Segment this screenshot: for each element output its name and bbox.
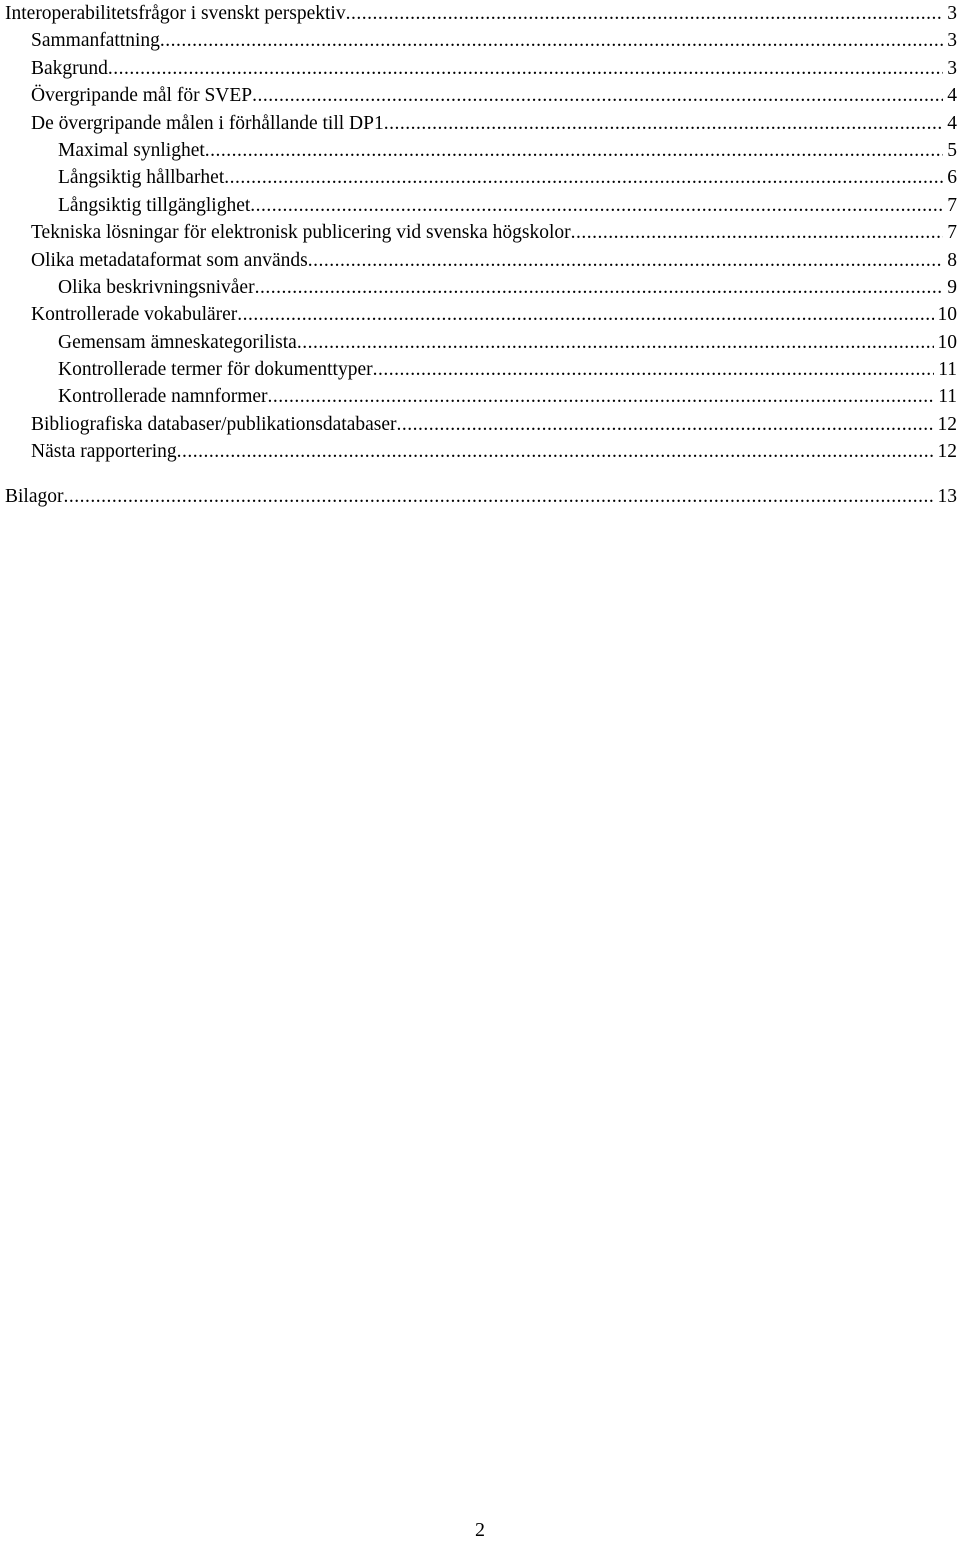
toc-entry-title: Maximal synlighet [58, 139, 205, 161]
toc-entry[interactable] [5, 329, 960, 356]
toc-entry-title: Gemensam ämneskategorilista [58, 331, 297, 353]
toc-entry[interactable] [5, 219, 960, 246]
toc-entry-title: Nästa rapportering [31, 441, 177, 463]
toc-entry-title: Kontrollerade namnformer [58, 386, 268, 408]
toc-entry-page: 10 [937, 331, 957, 353]
toc-entry-page: 11 [938, 359, 957, 381]
toc-dot-leader [205, 137, 943, 164]
toc-entry-page: 7 [947, 222, 957, 244]
toc-entry[interactable] [5, 411, 960, 438]
toc-entry[interactable] [5, 137, 960, 164]
toc-entry[interactable] [5, 192, 960, 219]
toc-dot-leader [250, 192, 943, 219]
toc-entry-page: 7 [947, 194, 957, 216]
toc-entry-page: 4 [947, 112, 957, 134]
toc-entry[interactable] [5, 82, 960, 109]
toc-dot-leader [177, 438, 934, 465]
toc-dot-leader [160, 27, 943, 54]
toc-dot-leader [255, 274, 944, 301]
toc-dot-leader [397, 411, 934, 438]
toc-dot-leader [346, 0, 944, 27]
toc-entry-title: Olika beskrivningsnivåer [58, 276, 255, 298]
table-of-contents [5, 0, 960, 510]
toc-entry-title: Sammanfattning [31, 30, 160, 52]
toc-entry-title: Långsiktig tillgänglighet [58, 194, 251, 216]
toc-entry-title: Bibliografiska databaser/publikationsdatabaser [31, 413, 397, 435]
toc-entry[interactable] [5, 383, 960, 410]
toc-entry-title: Långsiktig hållbarhet [58, 167, 225, 189]
toc-entry-page: 4 [947, 85, 957, 107]
toc-entry-page: 3 [947, 3, 957, 24]
toc-dot-leader [268, 383, 935, 410]
toc-dot-leader [308, 247, 944, 274]
toc-entry-page: 3 [947, 30, 957, 52]
toc-entry-title: Olika metadataformat som används [31, 249, 308, 271]
toc-entry[interactable] [5, 164, 960, 191]
toc-entry-page: 6 [947, 167, 957, 189]
toc-dot-leader [384, 110, 944, 137]
toc-entry-page: 12 [937, 413, 957, 435]
toc-entry-title: Kontrollerade vokabulärer [31, 304, 238, 326]
toc-entry[interactable] [5, 0, 960, 27]
toc-entry-page: 3 [947, 57, 957, 79]
toc-entry-page: 13 [937, 485, 957, 507]
toc-entry-page: 12 [937, 441, 957, 463]
toc-entry-page: 5 [947, 139, 957, 161]
toc-entry-title: Interoperabilitetsfrågor i svenskt perspektiv [5, 3, 346, 24]
toc-dot-leader [237, 301, 933, 328]
toc-dot-leader [252, 82, 943, 109]
toc-dot-leader [224, 164, 943, 191]
toc-entry[interactable] [5, 356, 960, 383]
toc-entry[interactable] [5, 274, 960, 301]
toc-entry[interactable] [5, 483, 960, 510]
toc-entry-page: 11 [938, 386, 957, 408]
toc-entry[interactable] [5, 55, 960, 82]
toc-entry-title: Övergripande mål för SVEP [31, 85, 253, 107]
toc-entry[interactable] [5, 110, 960, 137]
toc-dot-leader [108, 55, 943, 82]
toc-entry-title: Bilagor [5, 485, 64, 507]
toc-entry-title: De övergripande målen i förhållande till DP1 [31, 112, 384, 134]
toc-entry-page: 9 [947, 276, 957, 298]
toc-entry-title: Kontrollerade termer för dokumenttyper [58, 359, 373, 381]
page-number: 2 [475, 1519, 485, 1541]
toc-entry-title: Bakgrund [31, 57, 108, 79]
toc-entry-page: 8 [947, 249, 957, 271]
toc-entry[interactable] [5, 27, 960, 54]
toc-entry[interactable] [5, 438, 960, 465]
toc-entry[interactable] [5, 247, 960, 274]
toc-entry-page: 10 [937, 304, 957, 326]
toc-dot-leader [64, 483, 934, 510]
toc-entry-title: Tekniska lösningar för elektronisk publicering vid svenska högskolor [31, 222, 571, 244]
toc-dot-leader [373, 356, 935, 383]
toc-dot-leader [297, 329, 934, 356]
toc-dot-leader [571, 219, 944, 246]
toc-entry[interactable] [5, 301, 960, 328]
